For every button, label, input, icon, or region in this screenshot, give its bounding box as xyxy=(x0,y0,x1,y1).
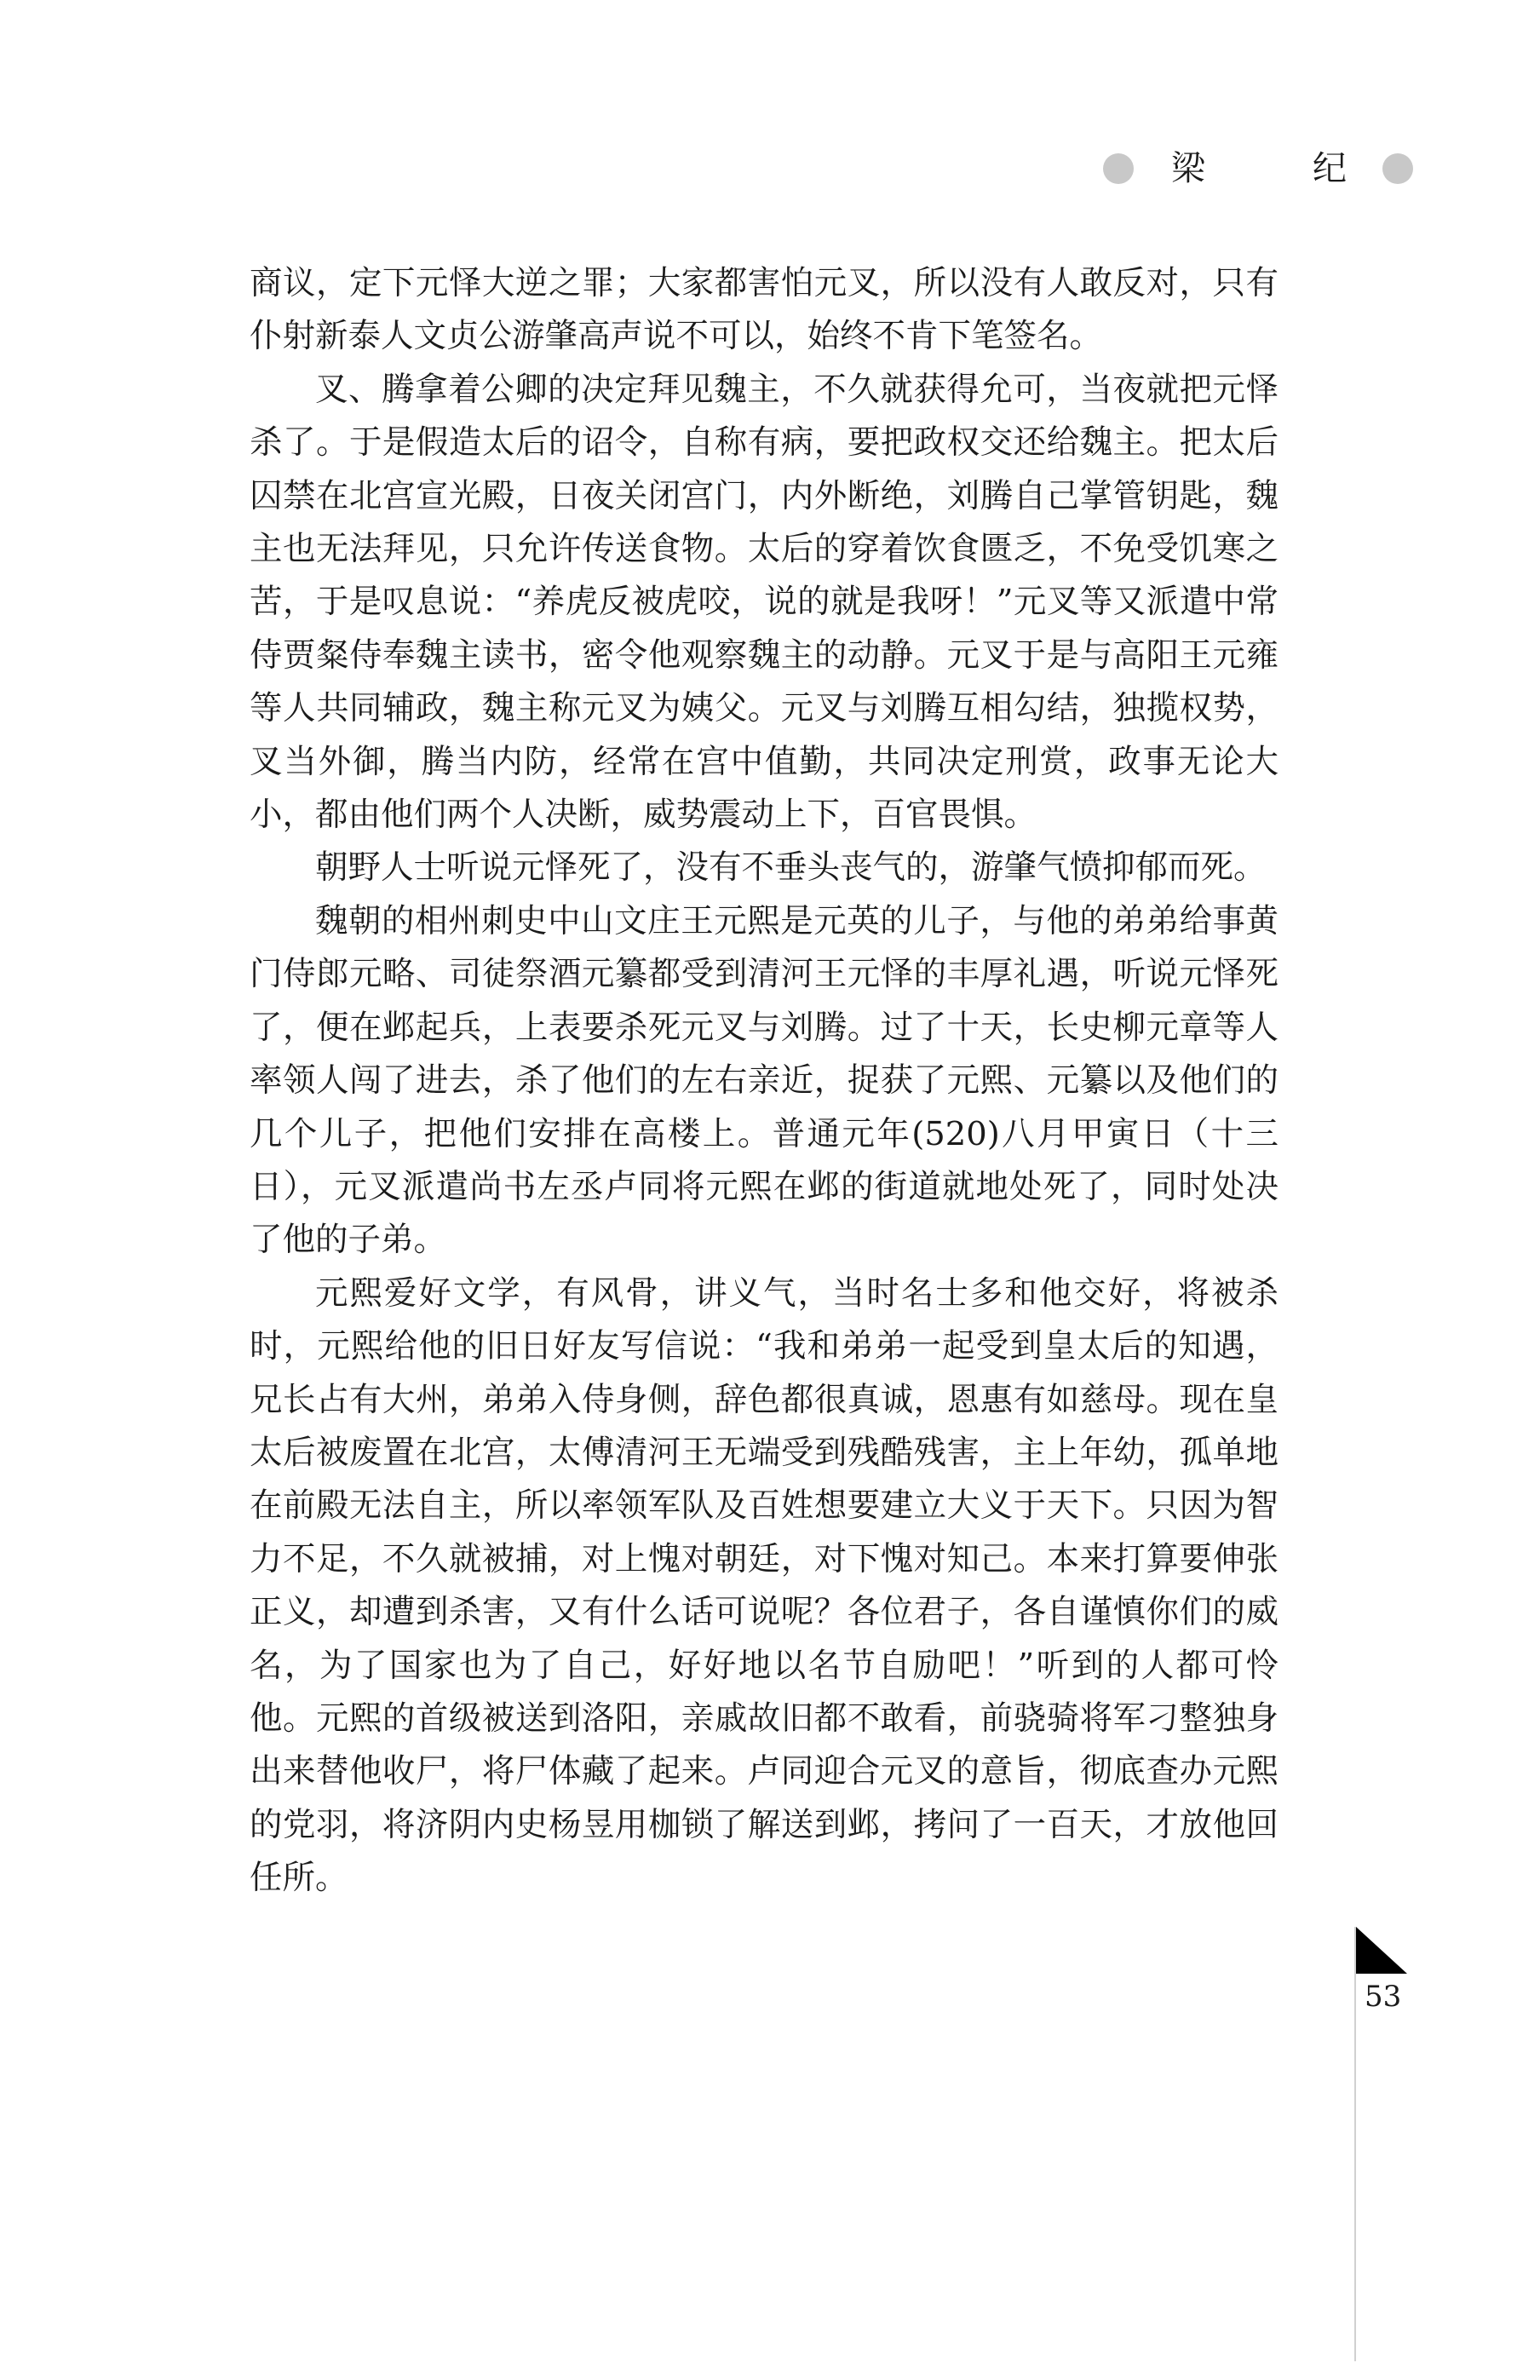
header-dot-right-icon xyxy=(1382,153,1413,184)
paragraph: 叉、腾拿着公卿的决定拜见魏主，不久就获得允可，当夜就把元怿杀了。于是假造太后的诏令，自称有病，要把政权交还给魏主。把太后囚禁在北宫宣光殿，日夜关闭宫门，内外断绝，刘腾自己掌管钥匙，魏主也无法拜见，只允许传送食物。太后的穿着饮食匮乏，不免受饥寒之苦，于是叹息说：“养虎反被虎咬，说的就是我呀！”元叉等又派遣中常侍贾粲侍奉魏主读书，密令他观察魏主的动静。元叉于是与高阳王元雍等人共同辅政，魏主称元叉为姨父。元叉与刘腾互相勾结，独揽权势，叉当外御，腾当内防，经常在宫中值勤，共同决定刑赏，政事无论大小，都由他们两个人决断，威势震动上下，百官畏惧。 xyxy=(250,370,1279,835)
running-header xyxy=(1103,143,1427,194)
paragraph: 朝野人士听说元怿死了，没有不垂头丧气的，游肇气愤抑郁而死。 xyxy=(315,848,1267,888)
header-dot-left-icon xyxy=(1103,153,1134,184)
paragraph-continued: 商议，定下元怿大逆之罪；大家都害怕元叉，所以没有人敢反对，只有仆射新泰人文贞公游肇高声说不可以，始终不肯下笔签名。 xyxy=(250,264,1279,356)
body-text xyxy=(250,257,1279,1906)
page-number: 53 xyxy=(1365,1980,1402,2014)
running-title: 梁 纪 xyxy=(1171,149,1360,188)
margin-rule xyxy=(1354,1927,1356,2361)
paragraph: 元熙爱好文学，有风骨，讲义气，当时名士多和他交好，将被杀时，元熙给他的旧日好友写信说：“我和弟弟一起受到皇太后的知遇，兄长占有大州，弟弟入侍身侧，辞色都很真诚，恩惠有如慈母。现在皇太后被废置在北宫，太傅清河王无端受到残酷残害，主上年幼，孤单地在前殿无法自主，所以率领军队及百姓想要建立大义于天下。只因为智力不足，不久就被捕，对上愧对朝廷，对下愧对知己。本来打算要伸张正义，却遭到杀害，又有什么话可说呢？各位君子，各自谨慎你们的威名，为了国家也为了自己，好好地以名节自励吧！”听到的人都可怜他。元熙的首级被送到洛阳，亲戚故旧都不敢看，前骁骑将军刁整独身出来替他收尸，将尸体藏了起来。卢同迎合元叉的意旨，彻底查办元熙的党羽，将济阴内史杨昱用枷锁了解送到邺，拷问了一百天，才放他回任所。 xyxy=(250,1273,1279,1898)
paragraph: 魏朝的相州刺史中山文庄王元熙是元英的儿子，与他的弟弟给事黄门侍郎元略、司徒祭酒元纂都受到清河王元怿的丰厚礼遇，听说元怿死了，便在邺起兵，上表要杀死元叉与刘腾。过了十天，长史柳元章等人率领人闯了进去，杀了他们的左右亲近，捉获了元熙、元纂以及他们的几个儿子，把他们安排在高楼上。普通元年(520)八月甲寅日（十三日），元叉派遣尚书左丞卢同将元熙在邺的街道就地处死了，同时处决了他的子弟。 xyxy=(250,901,1279,1260)
page-corner-triangle-icon xyxy=(1356,1927,1407,1974)
